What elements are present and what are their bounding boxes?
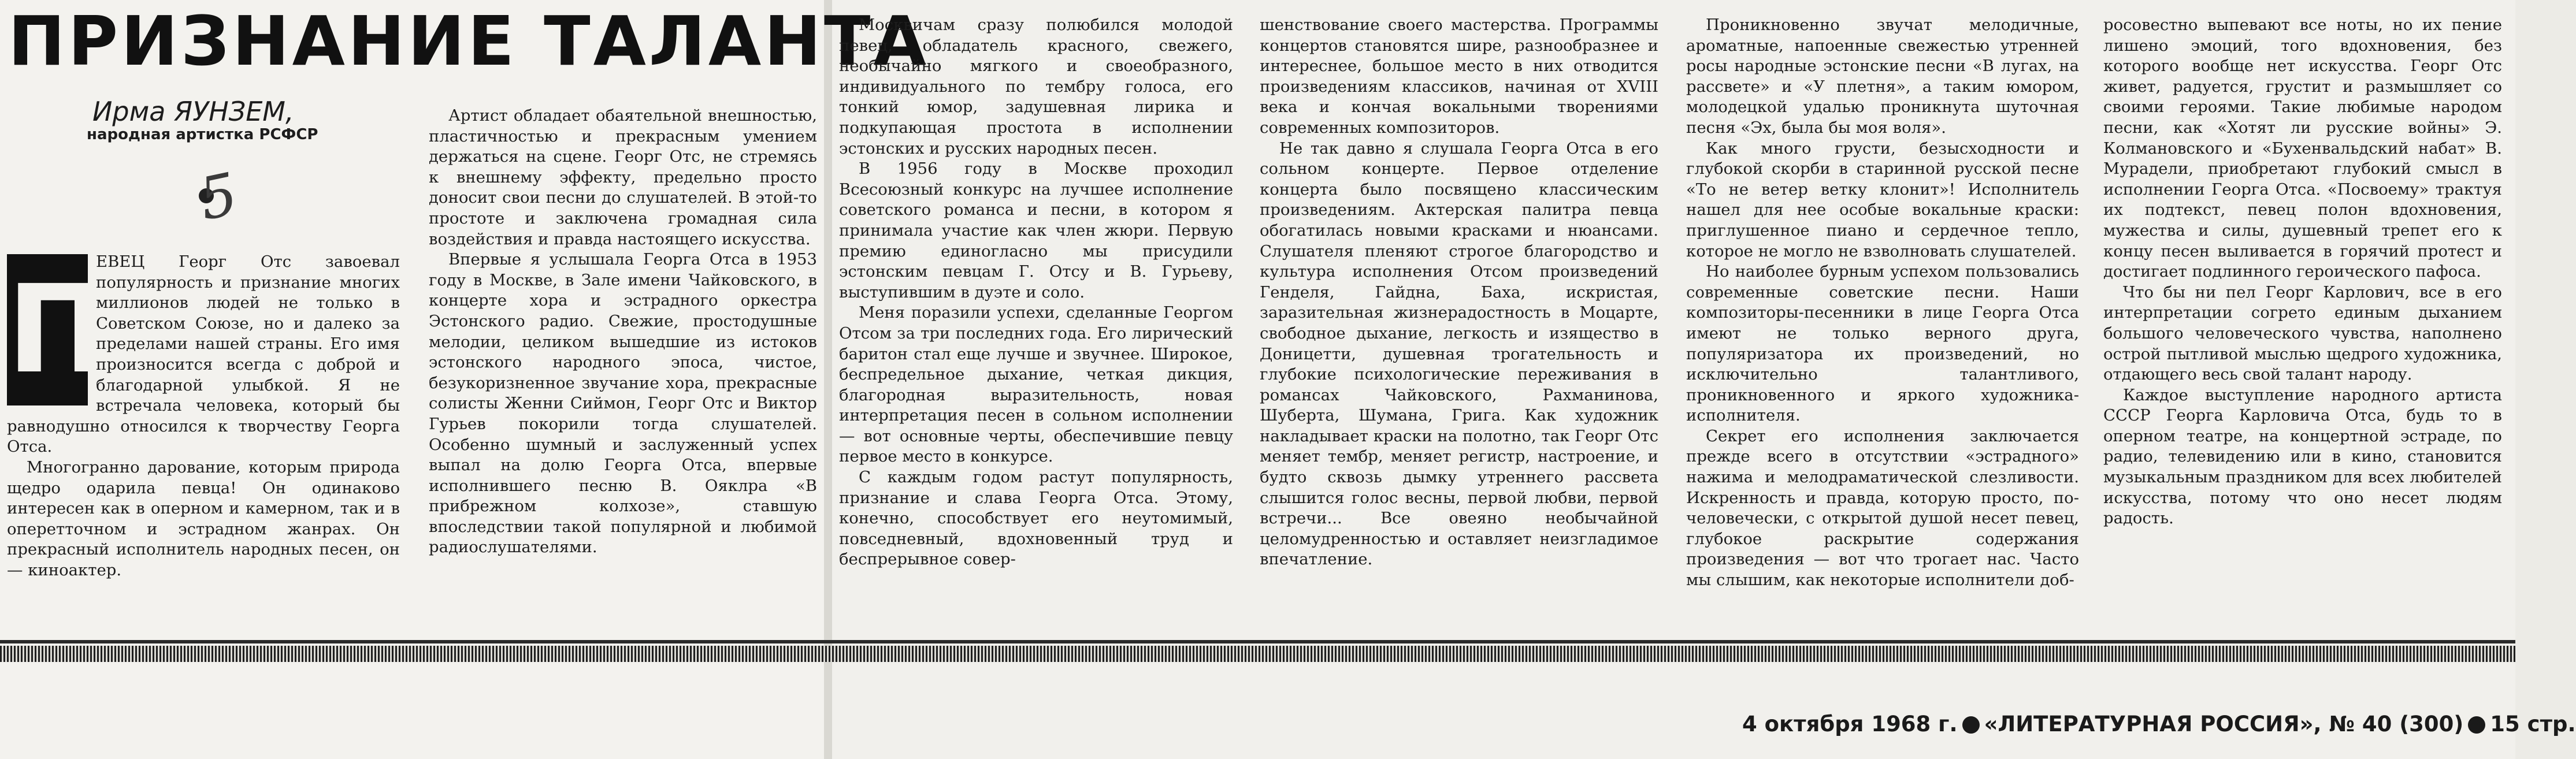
author-name: Ирма ЯУНЗЕМ,: [92, 96, 294, 127]
article-title: ПРИЗНАНИЕ ТАЛАНТА: [8, 1, 929, 81]
footer-page: 15 стр.: [2490, 712, 2576, 736]
paragraph: Меня поразили успехи, сделанные Георгом Отсом за три последних года. Его лирический баритон стал еще лучше и звучнее. Широкое, беспредельное дыхание, четкая дикция, благородная выразительность, новая интерпретация песен в сольном исполнении — вот основные черты, обеспечившие певцу первое место в конкурсе.: [839, 303, 1233, 466]
paragraph: Артист обладает обаятельной внешностью, пластичностью и прекрасным умением держаться на сцене. Георг Отс, не стремясь к внешнему эффекту, предельно просто доносит свои песни до слушателей. В этой-то простоте и заключена громадная сила воздействия и правда настоящего искусства.: [429, 106, 817, 248]
text-column-6: [2103, 15, 2502, 628]
bullet-icon: [2468, 716, 2485, 734]
paragraph: Впервые я услышала Георга Отса в 1953 году в Москве, в Зале имени Чайковского, в концерте хора и эстрадного оркестра Эстонского радио. Свежие, простодушные мелодии, целиком вышедшие из истоков эстонского народного эпоса, чистое, безукоризненное звучание хора, прекрасные солисты Женни Сиймон, Георг Отс и Виктор Гурьев покорили тогда слушателей. Особенно шумный и заслуженный успех выпал на долю Георга Отса, впервые исполнившего песню В. Ояклра «В прибрежном колхозе», ставшую впоследствии такой популярной и любимой радиослушателями.: [429, 250, 817, 557]
paragraph: С каждым годом растут популярность, признание и слава Георга Отса. Этому, конечно, способствует его неутомимый, повседневный, вдохновенный труд и беспрерывное совер-: [839, 468, 1233, 569]
paragraph: росовестно выпевают все ноты, но их пение лишено эмоций, того вдохновения, без которого вообще нет искусства. Георг Отс живет, радуется, грустит и размышляет со своими героями. Такие любимые народом песни, как «Хотят ли русские войны» Э. Колмановского и «Бухенвальдский набат» В. Мурадели, приобретают глубокий смысл в исполнении Георга Отса. «Посвоему» трактуя их подтекст, певец полон вдохновения, мужества и силы, душевный трепет его к концу песен выливается в горячий протест и достигает подлинного героического пафоса.: [2103, 16, 2502, 281]
paragraph: Проникновенно звучат мелодичные, ароматные, напоенные свежестью утренней росы народные эстонские песни «В лугах, на рассвете» и «У плетня», а таким юмором, молодецкой удалью проникнута шуточная песня «Эх, была бы моя воля».: [1686, 16, 2079, 137]
paragraph: В 1956 году в Москве проходил Всесоюзный конкурс на лучшее исполнение советского романса и песни, в котором я принимала участие как член жюри. Первую премию единогласно мы присудили эстонским певцам Г. Отсу и В. Гурьеву, выступившим в дуэте и соло.: [839, 159, 1233, 302]
paragraph: Москвичам сразу полюбился молодой певец, обладатель красного, свежего, необычайно мягкого и своеобразного, индивидуального по тембру голоса, его тонкий юмор, задушевная лирика и подкупающая простота в исполнении эстонских и русских народных песен.: [839, 16, 1233, 158]
handwritten-note: 5: [193, 159, 244, 234]
paragraph: Многогранно дарование, которым природа щедро одарила певца! Он одинаково интересен как в оперном и камерном, так и в оперетточном и эстрадном жанрах. Он прекрасный исполнитель народных песен, он — киноактер.: [7, 457, 400, 579]
paragraph: шенствование своего мастерства. Программы концертов становятся шире, разнообразнее и интереснее, большое место в них отводится произведениям классиков, начиная от XVIII века и кончая вокальными творениями современных композиторов.: [1260, 16, 1658, 137]
bullet-icon: [1962, 716, 1980, 734]
paragraph: Не так давно я слушала Георга Отса в его сольном концерте. Первое отделение концерта было посвящено классическим произведениям. Актерская палитра певца обогатилась новыми красками и нюансами. Слушателя пленяют строгое благородство и культура исполнения Отсом произведений Генделя, Гайдна, Баха, искристая, заразительная жизнерадостность в Моцарте, свободное дыхание, легкость и изящество в Доницетти, душевная трогательность и глубокие психологические переживания в романсах Чайковского, Рахманинова, Шуберта, Шумана, Грига. Как художник накладывает краски на полотно, так Георг Отс меняет тембр, меняет регистр, настроение, и будто сквозь дымку утреннего рассвета слышится голос весны, первой любви, первой встречи... Все овеяно необычайной целомудренностью и оставляет неизгладимое впечатление.: [1260, 139, 1658, 569]
author-role: народная артистка РСФСР: [87, 126, 318, 143]
paragraph: Что бы ни пел Георг Карлович, все в его интерпретации согрето единым дыханием большого человеческого чувства, наполнено острой пытливой мыслью щедрого художника, отдающего весь свой талант народу.: [2103, 282, 2502, 384]
divider-rule: [0, 640, 2515, 643]
text-column-4: [1260, 15, 1658, 628]
paragraph: Но наиболее бурным успехом пользовались современные советские песни. Наши композиторы-песенники в лице Георга Отса имеют не только верного друга, популяризатора их произведений, но исключительно талантливого, проникновенного и яркого художника-исполнителя.: [1686, 262, 2079, 425]
drop-cap: П: [7, 254, 88, 405]
clipping-gap: [824, 0, 832, 759]
footer-date: 4 октября 1968 г.: [1742, 712, 1958, 736]
text-column-1: [7, 252, 400, 633]
hatched-rule: [0, 646, 2515, 662]
paragraph: ЕВЕЦ Георг Отс завоевал популярность и признание многих миллионов людей не только в Советском Союзе, но и далеко за пределами нашей страны. Его имя произносится всегда с доброй и благодарной улыбкой. Я не встречала человека, который бы равнодушно относился к творчеству Георга Отса.: [7, 252, 400, 456]
text-column-3: [839, 15, 1233, 628]
text-column-5: [1686, 15, 2079, 628]
publication-footer: [1742, 712, 2576, 736]
paragraph: Каждое выступление народного артиста СССР Георга Карловича Отса, будь то в оперном театре, на концертной эстраде, по радио, телевидению или в кино, становится музыкальным праздником для всех любителей искусства, потому что оно несет людям радость.: [2103, 385, 2502, 528]
paragraph: Как много грусти, безысходности и глубокой скорби в старинной русской песне «То не ветер ветку клонит»! Исполнитель нашел для нее особые вокальные краски: приглушенное пиано и сердечное тепло, которое не могло не взволновать слушателей.: [1686, 139, 2079, 261]
text-column-2: [429, 106, 817, 628]
paragraph: Секрет его исполнения заключается прежде всего в отсутствии «эстрадного» нажима и мелодраматической слезливости. Искренность и правда, которую просто, по-человечески, с открытой душой несет певец, глубокое раскрытие содержания произведения — вот что трогает нас. Часто мы слышим, как некоторые исполнители доб-: [1686, 426, 2079, 590]
footer-paper: «ЛИТЕРАТУРНАЯ РОССИЯ», № 40 (300): [1984, 712, 2464, 736]
